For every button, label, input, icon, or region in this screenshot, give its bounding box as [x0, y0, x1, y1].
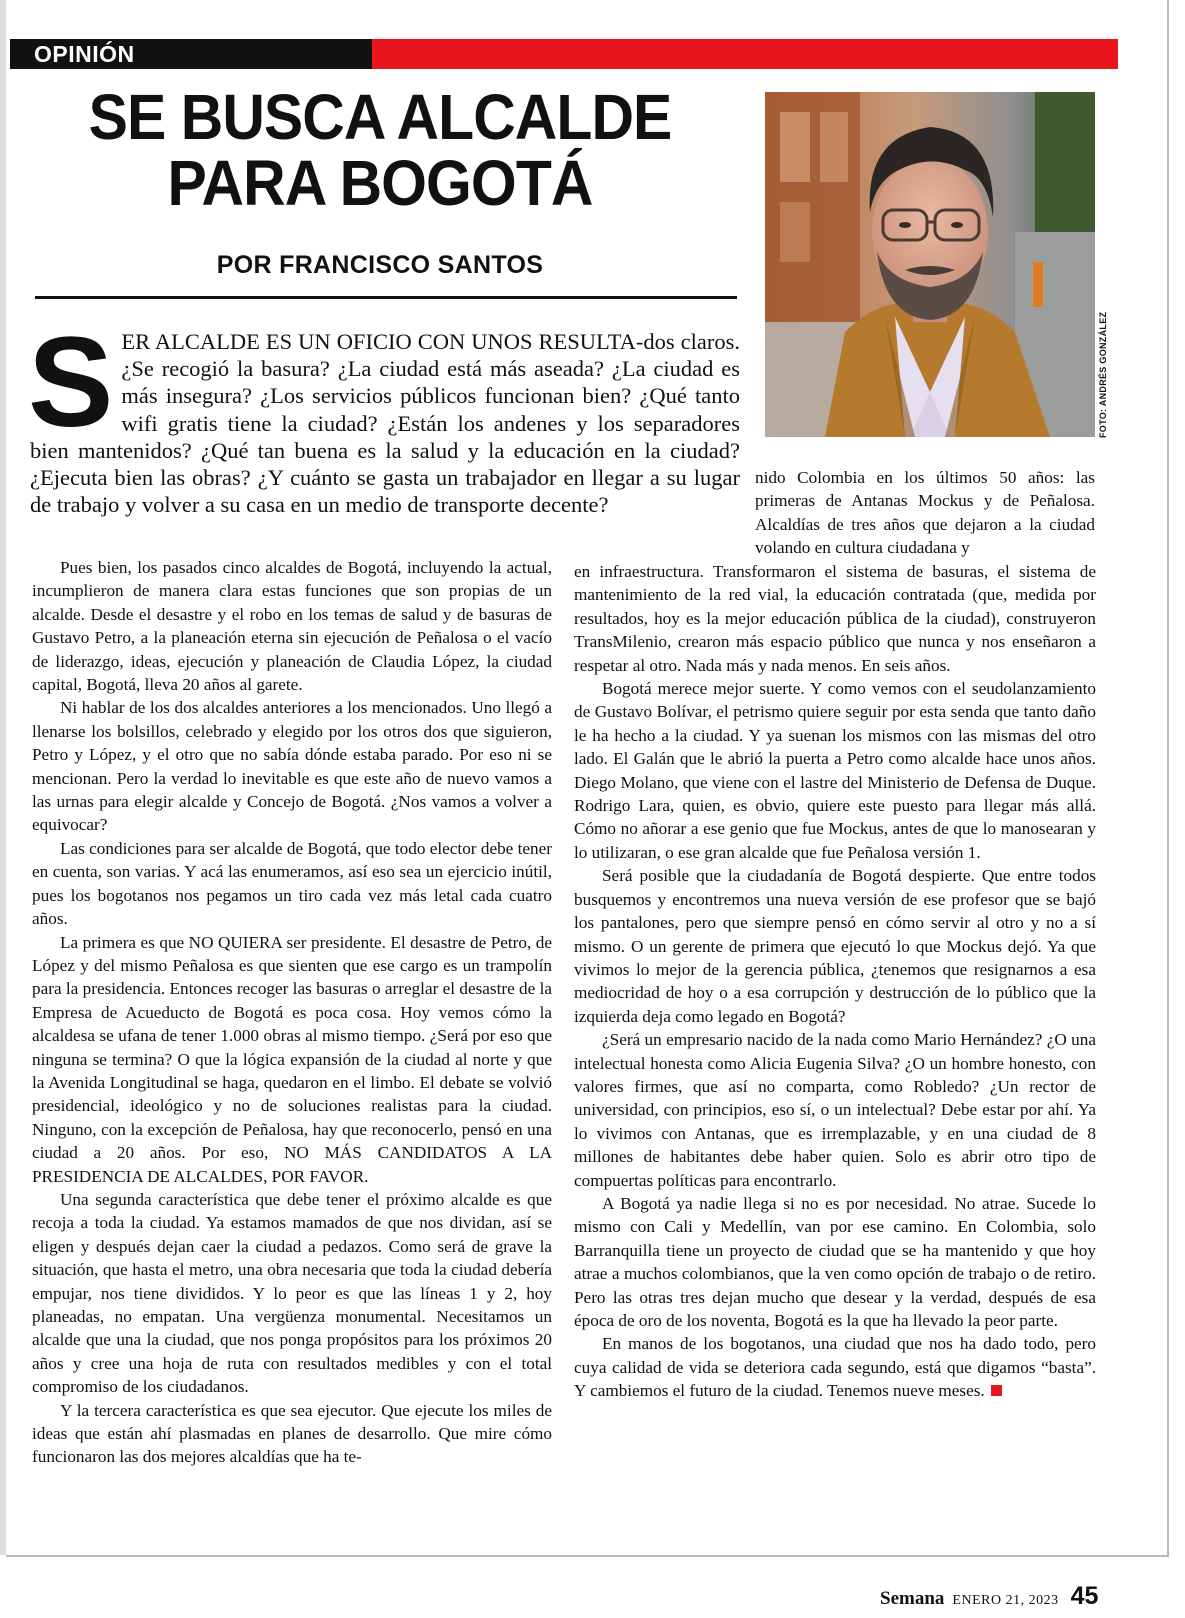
final-paragraph-text: En manos de los bogotanos, una ciudad que nos ha dado todo, pero cuya calidad de vida se deteriora cada segundo, está que digamos “basta”. Y cambiemos el futuro de la ciudad. Tenemos nueve meses.	[574, 1334, 1096, 1401]
column-right-top	[755, 466, 1095, 560]
lead-text: ER ALCALDE ES UN OFICIO CON UNOS RESULTA-dos claros. ¿Se recogió la basura? ¿La ciudad está más aseada? ¿La ciudad es más insegura? ¿Los servicios públicos funcionan bien? ¿Qué tanto wifi gratis tiene la ciudad? ¿Están los andenes y los separadores bien mantenidos? ¿Qué tan buena es la salud y la educación en la ciudad? ¿Ejecuta bien las obras? ¿Y cuánto se gasta un trabajador en llegar a su lugar de trabajo y volver a su casa en un medio de transporte decente?	[30, 329, 740, 518]
body-paragraph-continued: en infraestructura. Transformaron el sistema de basuras, el sistema de mantenimiento de la red vial, la educación contratada (que, medida por resultados, hoy es la mejor educación pública de la ciudad), construyeron TransMilenio, crearon más espacio público que nunca y nos enseñaron a respetar al otro. Nada más y nada menos. En seis años.	[574, 562, 1096, 675]
section-bar	[10, 39, 1118, 69]
byline: POR FRANCISCO SANTOS	[216, 251, 544, 279]
body-paragraph: Y la tercera característica es que sea ejecutor. Que ejecute los miles de ideas que están ahí plasmadas en planes de desarrollo. Que mire cómo funcionaron las dos mejores alcaldías que ha te-	[32, 1400, 552, 1467]
body-paragraph-continued: nido Colombia en los últimos 50 años: las primeras de Antanas Mockus y de Peñalosa. Alcaldías de tres años que dejaron a la ciudad volando en cultura ciudadana y	[755, 468, 1095, 558]
body-paragraph: Pues bien, los pasados cinco alcaldes de Bogotá, incluyendo la actual, incumplieron de manera clara estas funciones que son propias de un alcalde. Desde el desastre y el robo en los temas de salud y de basuras de Gustavo Petro, a la planeación eterna sin ejecución de Peñalosa o el vacío de liderazgo, ideas, ejecución y planeación de Claudia López, la ciudad capital, Bogotá, lleva 20 años al garete.	[32, 558, 552, 695]
body-paragraph: A Bogotá ya nadie llega si no es por necesidad. No atrae. Sucede lo mismo con Cali y Medellín, van por ese camino. En Colombia, solo Barranquilla tiene un proyecto de ciudad que se ha mantenido y que hoy atrae a muchos colombianos, que la ven como opción de trabajo o de retiro. Pero las otras tres dejan mucho que desear y la verdad, después de esa época de oro de los noventa, Bogotá es la que ha llevado la peor parte.	[574, 1193, 1096, 1330]
headline-line-1: SE BUSCA ALCALDE	[88, 81, 672, 153]
body-paragraph: ¿Será un empresario nacido de la nada como Mario Hernández? ¿O una intelectual honesta como Alicia Eugenia Silva? ¿O un hombre honesto, con valores firmes, que así no comparta, como Robledo? ¿Un rector de universidad, con principios, eso sí, o un intelectual? Debe estar por ahí. Ya lo vivimos con Antanas, que es irremplazable, y en una ciudad de 8 millones de habitantes debe haber quien. Solo es abrir otro tipo de compuertas políticas para encontrarlo.	[574, 1030, 1096, 1190]
lead-paragraph	[28, 311, 740, 518]
body-paragraph: La primera es que NO QUIERA ser presidente. El desastre de Petro, de López y del mismo Peñalosa es que sienten que ese cargo es un trampolín para la presidencia. Entonces recoger las basuras o arreglar el desastre de la Empresa de Acueducto de Bogotá es poca cosa. Hoy vemos cómo la alcaldesa se ufana de tener 1.000 obras al mismo tiempo. ¿Será por eso que ninguna se termina? O que la lógica expansión de la ciudad al norte y que la Avenida Longitudinal se haga, quedaron en el limbo. El debate se volvió presidencial, ideológico y no de soluciones realistas para la ciudad. Ninguno, con la excepción de Peñalosa, hay que reconocerlo, pensó en una ciudad a 20 años. Por eso, NO MÁS CANDIDATOS A LA PRESIDENCIA DE ALCALDES, POR FAVOR.	[32, 932, 552, 1186]
byline-rule	[35, 296, 737, 299]
drop-cap: S	[28, 311, 114, 454]
body-paragraph: Bogotá merece mejor suerte. Y como vemos con el seudolanzamiento de Gustavo Bolívar, el petrismo quiere seguir por esta senda que tanto daño le ha hecho a la ciudad. Y ya suenan los mismos con las mismas del otro lado. El Galán que le abrió la puerta a Petro como alcalde hace unos años. Diego Molano, que viene con el lastre del Ministerio de Defensa de Duque. Rodrigo Lara, quien, es obvio, quiere este puesto para llegar más allá. Cómo no añorar a ese genio que fue Mockus, antes de que lo manosearan y lo utilizaran, o ese gran alcalde que fue Peñalosa versión 1.	[574, 679, 1096, 862]
headline	[58, 81, 702, 219]
body-paragraph: Una segunda característica que debe tener el próximo alcalde es que recoja a toda la ciudad. Ya estamos mamados de que nos dividan, así se eligen y después dejan caer la ciudad a pedazos. Como será de grave la situación, que hasta el metro, una obra necesaria que toda la ciudad debería empujar, nos tiene divididos. Y lo peor es que las líneas 1 y 2, hoy planeadas, no empatan. Una vergüenza monumental. Necesitamos un alcalde que una la ciudad, que nos ponga propósitos para los próximos 20 años y cree una hoja de ruta con resultados medibles y con el total compromiso de los ciudadanos.	[32, 1189, 552, 1397]
body-paragraph-final	[574, 1332, 1096, 1402]
column-right	[574, 560, 1096, 1403]
page-number: 45	[1070, 1582, 1099, 1610]
body-paragraph: Será posible que la ciudadanía de Bogotá despierte. Que entre todos busquemos y encontremos una nueva versión de ese profesor que se bajó los pantalones, pero que siempre pensó en cómo servir al otro y no a sí mismo. O un gerente de primera que ejecutó lo que Mockus dejó. Ya que vivimos lo mejor de la gerencia pública, ¿tenemos que resignarnos a esa mediocridad de hoy o a esa corrupción y destrucción de lo público que la izquierda deja como legado en Bogotá?	[574, 866, 1096, 1026]
body-paragraph: Ni hablar de los dos alcaldes anteriores a los mencionados. Uno llegó a llenarse los bolsillos, celebrado y elegido por los otros dos que siguieron, Petro y López, y el otro que no sabía dónde estaba parado. Por eso ni se mencionan. Pero la verdad lo inevitable es que este año de nuevo vamos a las urnas para elegir alcalde y Concejo de Bogotá. ¿Nos vamos a volver a equivocar?	[32, 698, 552, 835]
body-paragraph: Las condiciones para ser alcalde de Bogotá, que todo elector debe tener en cuenta, son varias. Y acá las enumeramos, así eso sea un ejercicio inútil, pues los bogotanos nos pegamos un tiro cada vez más letal cada cuatro años.	[32, 838, 552, 929]
column-left	[32, 556, 552, 1469]
end-mark-icon	[991, 1385, 1002, 1396]
magazine-name: Semana	[880, 1588, 945, 1609]
issue-date: ENERO 21, 2023	[952, 1593, 1059, 1608]
page-footer	[880, 1582, 1098, 1611]
headline-line-2: PARA BOGOTÁ	[167, 147, 593, 219]
section-bar-accent	[372, 39, 1118, 69]
photo-credit: FOTO: ANDRÉS GONZÁLEZ	[1098, 311, 1108, 438]
author-photo	[765, 92, 1095, 437]
section-label: OPINIÓN	[10, 39, 372, 69]
